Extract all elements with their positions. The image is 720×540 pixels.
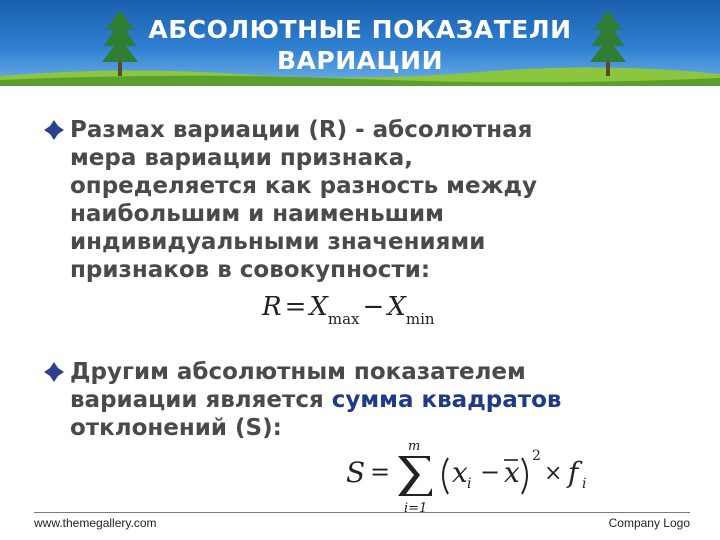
range-formula-eq: =	[284, 292, 307, 322]
sum-formula-lower: i=1	[404, 501, 428, 512]
sigma-symbol	[398, 456, 432, 496]
range-formula-lhs: R	[262, 292, 282, 322]
left-paren	[443, 458, 448, 494]
range-formula-sub-min: min	[405, 310, 435, 328]
right-paren	[522, 458, 527, 494]
sum-formula-xi-sub: i	[467, 476, 472, 492]
slide-title-line-2: ВАРИАЦИИ	[276, 46, 444, 75]
range-formula-x1: X	[309, 292, 328, 322]
bullet-sum-line-3: отклонений (S):	[70, 415, 282, 441]
bullet-sum-line-1: Другим абсолютным показателем	[70, 359, 526, 385]
diamond-bullet-icon	[42, 118, 66, 142]
sum-formula-f-sub: i	[582, 476, 587, 492]
sum-of-squares-formula	[340, 438, 610, 512]
footer-divider	[34, 512, 690, 513]
range-formula-minus: −	[362, 292, 385, 322]
slide-title-line-1: АБСОЛЮТНЫЕ ПОКАЗАТЕЛИ	[148, 15, 572, 44]
sum-formula-eq: =	[370, 458, 391, 486]
bullet-range	[40, 116, 700, 284]
sum-formula-xbar: x	[504, 456, 520, 489]
sum-formula-xi: x	[452, 456, 468, 489]
slide-content	[40, 116, 700, 442]
bullet-range-line-5: индивидуальными значениями	[70, 229, 486, 255]
bullet-range-line-2: мера вариации признака,	[70, 145, 413, 171]
bullet-sum-of-squares	[40, 358, 700, 442]
sum-formula-minus: −	[480, 458, 501, 486]
bullet-sum-line-2-plain: вариации является	[70, 387, 332, 413]
diamond-bullet-icon	[42, 360, 66, 384]
bullet-sum-line-2	[70, 386, 700, 414]
sum-formula-f: f	[568, 456, 579, 489]
bullet-range-line-4: наибольшим и наименьшим	[70, 201, 444, 227]
sum-formula-lhs: S	[346, 456, 366, 489]
footer-company-logo: Company Logo	[608, 516, 690, 530]
bullet-range-line-1: Размах вариации (R) - абсолютная	[70, 117, 533, 143]
sum-formula-upper: m	[408, 439, 421, 454]
footer-website: www.themegallery.com	[34, 516, 157, 530]
range-formula-x2: X	[387, 292, 406, 322]
sum-formula-power: 2	[532, 448, 541, 464]
slide-header	[0, 0, 720, 86]
bullet-range-line-3: определяется как разность между	[70, 173, 538, 199]
bullet-sum-highlight: сумма квадратов	[331, 387, 562, 413]
sum-formula-times: ×	[544, 461, 563, 486]
slide-title	[0, 14, 720, 76]
range-formula-sub-max: max	[327, 310, 360, 328]
bullet-range-line-6: признаков в совокупности:	[70, 257, 431, 283]
range-formula	[262, 292, 435, 328]
